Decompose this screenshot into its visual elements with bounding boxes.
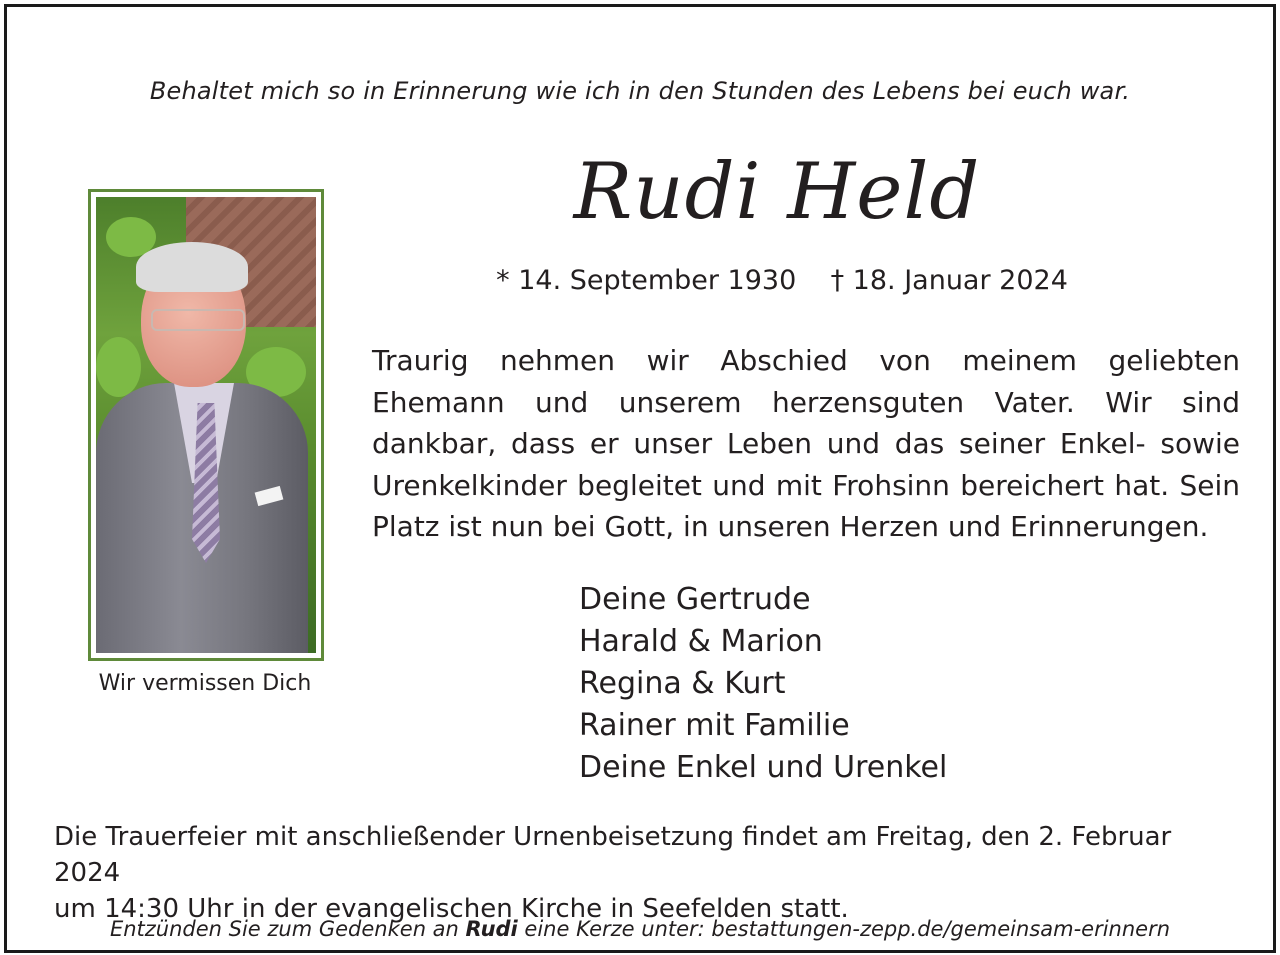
motto-quote: Behaltet mich so in Erinnerung wie ich in den Stunden des Lebens bei euch war. (149, 77, 1131, 105)
deceased-name: Rudi Held (573, 147, 981, 237)
ceremony-line-2: um 14:30 Uhr in der evangelischen Kirche in Seefelden statt. (54, 894, 849, 924)
footer-link-text: eine Kerze unter: bestattungen-zepp.de/gemeinsam-erinnern (517, 917, 1171, 941)
footer-prefix: Entzünden Sie zum Gedenken an (109, 917, 466, 941)
mourner-line: Deine Enkel und Urenkel (579, 750, 948, 785)
mourners-list (579, 579, 947, 789)
death-notice (4, 4, 1276, 953)
portrait-frame (88, 189, 324, 661)
footer-name: Rudi (465, 917, 518, 941)
life-dates: * 14. September 1930 † 18. Januar 2024 (496, 265, 1068, 296)
ceremony-line-1: Die Trauerfeier mit anschließender Urnenbeisetzung findet am Freitag, den 2. Februar 2024 (54, 822, 1172, 888)
portrait-photo (96, 197, 316, 653)
farewell-message: Traurig nehmen wir Abschied von meinem geliebten Ehemann und unserem herzensguten Vater. Wir sind dankbar, dass er unser Leben und das seiner Enkel- sowie Urenkelkinder begleitet und mit Frohsinn bereichert hat. Sein Platz ist nun bei Gott, in unseren Herzen und Erinnerungen. (372, 344, 1240, 543)
mourner-line: Regina & Kurt (579, 666, 786, 701)
candle-footer (7, 917, 1273, 941)
mourner-line: Harald & Marion (579, 624, 823, 659)
mourner-line: Deine Gertrude (579, 582, 811, 617)
photo-caption: Wir vermissen Dich (98, 671, 312, 696)
mourner-line: Rainer mit Familie (579, 708, 850, 743)
ceremony-info (54, 819, 1240, 927)
